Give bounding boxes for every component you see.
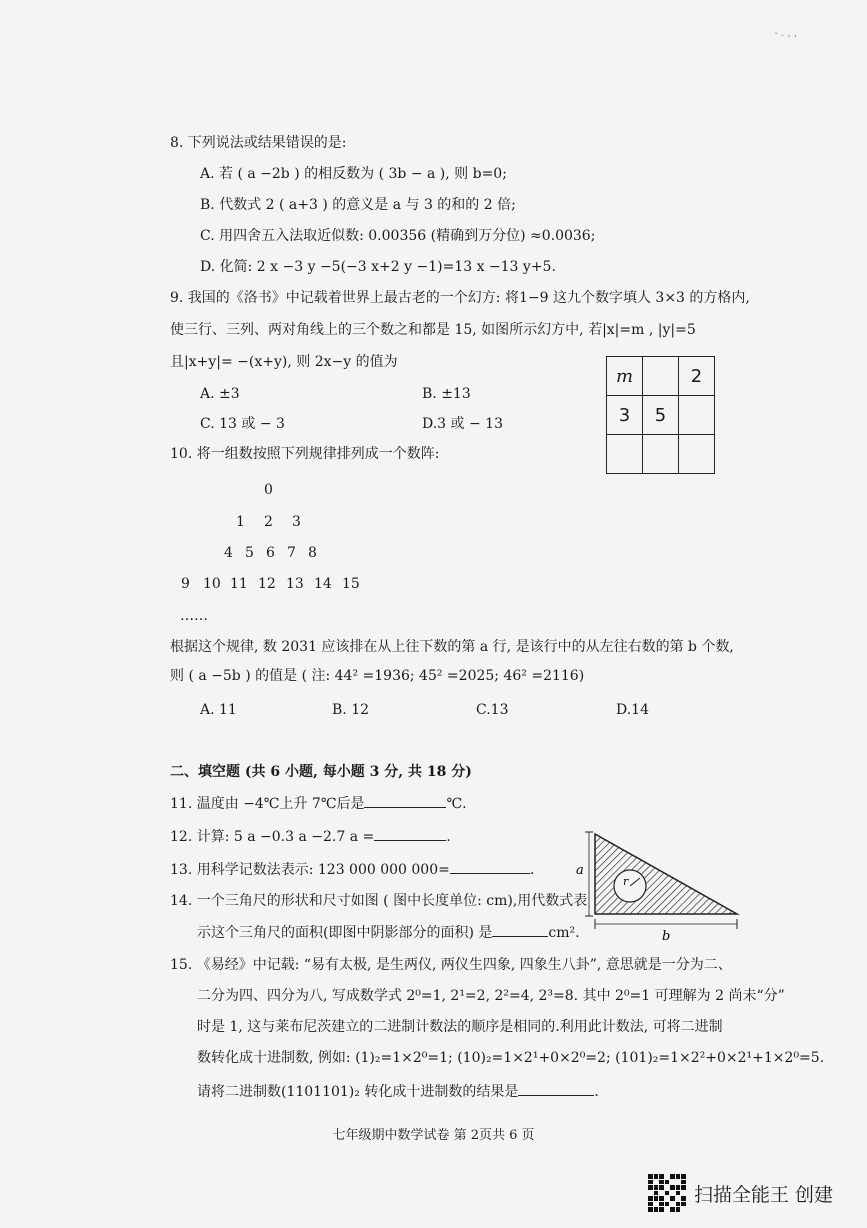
radius-label: r	[623, 875, 629, 888]
qr-code-icon	[648, 1174, 686, 1212]
scanner-watermark	[648, 1174, 833, 1212]
q11-unit: ℃.	[446, 796, 467, 812]
q11-answer-blank[interactable]	[364, 793, 446, 808]
q15-line1: 15. 《易经》中记载: “易有太极, 是生两仪, 两仪生四象, 四象生八卦”, 意思就是一分为二、	[170, 957, 732, 973]
q14-unit: cm².	[548, 925, 580, 941]
array-number: 7	[287, 545, 296, 561]
q10-text1: 根据这个规律, 数 2031 应该排在从上往下数的第 a 行, 是该行中的从左往右数的第 b 个数,	[170, 639, 734, 655]
array-number: 13	[286, 576, 304, 592]
page-footer: 七年级期中数学试卷 第 2页共 6 页	[332, 1128, 535, 1143]
q15-text: 请将二进制数(1101101)₂ 转化成十进制数的结果是	[197, 1084, 519, 1100]
corner-mark: - . , ,	[774, 28, 797, 39]
array-number: 5	[245, 545, 254, 561]
magic-square-cell: 3	[607, 396, 643, 435]
q13-text: 13. 用科学记数法表示: 123 000 000 000=	[170, 862, 450, 878]
q13-answer-blank[interactable]	[450, 859, 530, 874]
q13	[170, 859, 534, 880]
watermark-text: 扫描全能王 创建	[694, 1183, 834, 1206]
array-number: 15	[342, 576, 360, 592]
array-number: 6	[266, 545, 275, 561]
magic-square-cell	[607, 435, 643, 474]
array-ellipsis: ……	[180, 608, 208, 624]
q8-option-c: C. 用四舍五入法取近似数: 0.00356 (精确到万分位) ≈0.0036;	[200, 228, 596, 244]
triangle-shape	[595, 834, 737, 914]
q9-line3: 且|x+y|= −(x+y), 则 2x−y 的值为	[170, 354, 398, 370]
magic-square-row	[607, 396, 715, 435]
array-number: 3	[292, 514, 301, 530]
q14-line2	[197, 922, 580, 943]
q9-line1: 9. 我国的《洛书》中记载着世界上最古老的一个幻方: 将1−9 这九个数字填人 3×3 的方格内,	[170, 290, 750, 306]
q12-answer-blank[interactable]	[374, 826, 446, 841]
q9-option-c: C. 13 或 − 3	[200, 416, 285, 432]
array-number: 10	[203, 576, 221, 592]
magic-square-cell	[679, 435, 715, 474]
q15-line5	[197, 1081, 599, 1102]
q15-line2: 二分为四、四分为八, 写成数学式 2⁰=1, 2¹=2, 2²=4, 2³=8. 其中 2⁰=1 可理解为 2 尚未“分”	[197, 988, 785, 1004]
array-number: 8	[308, 545, 317, 561]
magic-square-cell	[679, 396, 715, 435]
q13-end: .	[529, 862, 535, 878]
q9-option-d: D.3 或 − 13	[422, 416, 503, 432]
magic-square-cell	[643, 435, 679, 474]
q9-option-b: B. ±13	[422, 386, 471, 402]
q14-answer-blank[interactable]	[492, 922, 548, 937]
q15-line4: 数转化成十进制数, 例如: (1)₂=1×2⁰=1; (10)₂=1×2¹+0×2⁰=2; (101)₂=1×2²+0×2¹+1×2⁰=5.	[197, 1050, 825, 1066]
q11	[170, 793, 467, 814]
q8-option-a: A. 若 ( a −2b ) 的相反数为 ( 3b − a ), 则 b=0;	[200, 166, 507, 182]
side-a-label: a	[576, 863, 584, 878]
q15-answer-blank[interactable]	[518, 1081, 594, 1096]
q12-end: .	[446, 829, 451, 845]
array-number: 14	[314, 576, 332, 592]
q8-option-b: B. 代数式 2 ( a+3 ) 的意义是 a 与 3 的和的 2 倍;	[200, 197, 516, 213]
magic-square-cell: m	[607, 357, 643, 396]
magic-square	[606, 356, 715, 474]
magic-square-cell: 5	[643, 396, 679, 435]
array-number: 0	[264, 482, 273, 498]
q12-text: 12. 计算: 5 a −0.3 a −2.7 a =	[170, 829, 375, 845]
q10-stem: 10. 将一组数按照下列规律排列成一个数阵:	[170, 446, 440, 462]
q8-option-d: D. 化简: 2 x −3 y −5(−3 x+2 y −1)=13 x −13 y+5.	[200, 259, 556, 275]
q10-option-d: D.14	[616, 702, 649, 718]
q10-option-b: B. 12	[332, 702, 370, 718]
q10-option-a: A. 11	[200, 702, 237, 718]
array-number: 2	[264, 514, 273, 530]
section-2-title: 二、填空题 (共 6 小题, 每小题 3 分, 共 18 分)	[170, 764, 472, 780]
magic-square-row	[607, 357, 715, 396]
q8-stem: 8. 下列说法或结果错误的是:	[170, 135, 347, 151]
q15-line3: 时是 1, 这与莱布尼茨建立的二进制计数法的顺序是相同的.利用此计数法, 可将二进制	[197, 1019, 723, 1035]
array-number: 1	[236, 514, 245, 530]
side-b-label: b	[662, 929, 671, 944]
array-number: 4	[224, 545, 233, 561]
q14-line1: 14. 一个三角尺的形状和尺寸如图 ( 图中长度单位: cm),用代数式表	[170, 893, 588, 909]
magic-square-cell: 2	[679, 357, 715, 396]
q15-end: .	[594, 1084, 599, 1100]
array-number: 12	[258, 576, 276, 592]
q9-option-a: A. ±3	[200, 386, 240, 402]
q10-option-c: C.13	[476, 702, 509, 718]
q9-line2: 使三行、三列、两对角线上的三个数之和都是 15, 如图所示幻方中, 若|x|=m , |y|=5	[170, 322, 696, 338]
q12	[170, 826, 451, 847]
array-number: 9	[181, 576, 190, 592]
triangle-ruler-figure	[576, 826, 746, 948]
array-number: 11	[230, 576, 248, 592]
q14-text: 示这个三角尺的面积(即图中阴影部分的面积) 是	[197, 925, 493, 941]
magic-square-row	[607, 435, 715, 474]
q10-text2: 则 ( a −5b ) 的值是 ( 注: 44² =1936; 45² =2025; 46² =2116)	[170, 668, 585, 684]
q11-text: 11. 温度由 −4℃上升 7℃后是	[170, 796, 365, 812]
magic-square-cell	[643, 357, 679, 396]
